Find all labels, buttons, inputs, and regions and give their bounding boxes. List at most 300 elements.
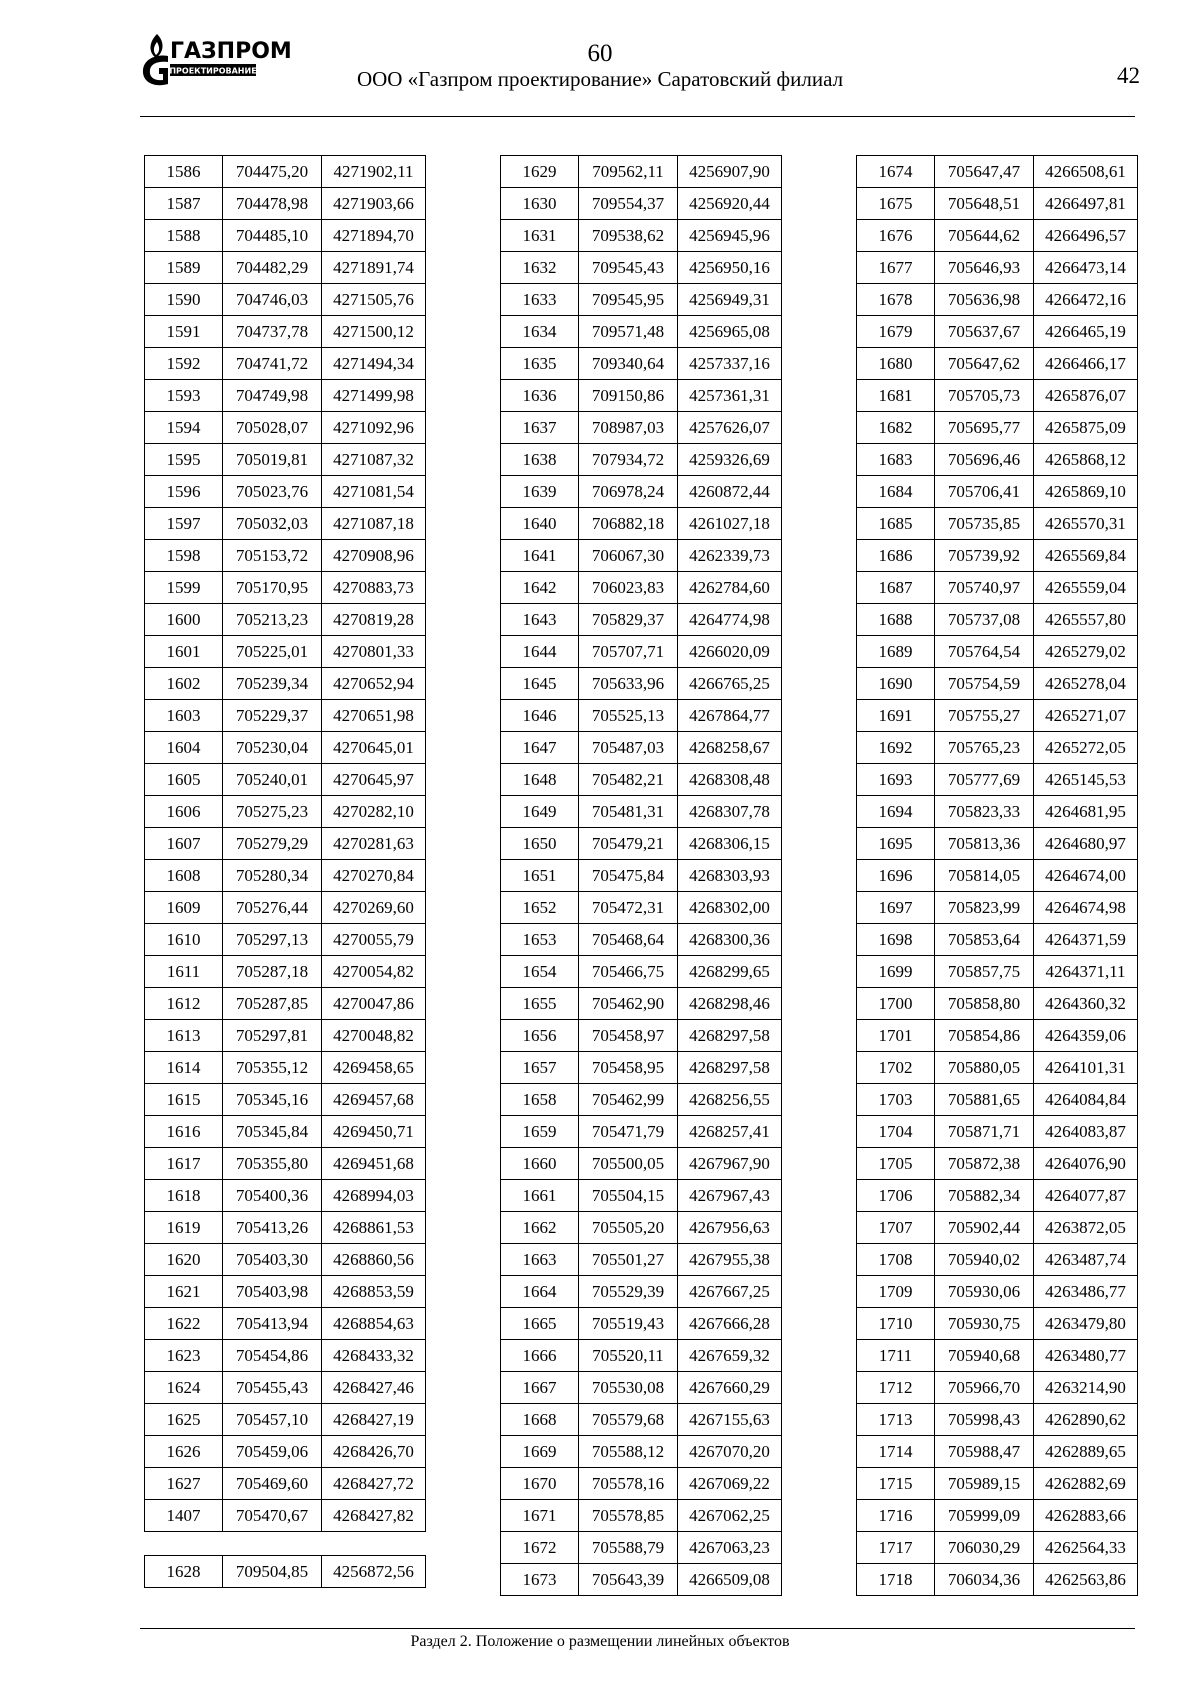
coordinate-y: 4265876,07 xyxy=(1034,380,1138,412)
table-row xyxy=(501,828,782,860)
point-number: 1716 xyxy=(857,1500,935,1532)
coordinate-y: 4265271,07 xyxy=(1034,700,1138,732)
coordinate-x: 704741,72 xyxy=(223,348,322,380)
coordinate-x: 705487,03 xyxy=(579,732,678,764)
table-row xyxy=(501,1436,782,1468)
coordinate-x: 705637,67 xyxy=(935,316,1034,348)
coordinate-x: 705028,07 xyxy=(223,412,322,444)
table-row xyxy=(145,988,426,1020)
table-row xyxy=(501,1084,782,1116)
table-row xyxy=(501,860,782,892)
point-number: 1698 xyxy=(857,924,935,956)
coordinate-x: 705470,67 xyxy=(223,1500,322,1532)
point-number: 1659 xyxy=(501,1116,579,1148)
table-row xyxy=(145,956,426,988)
table-row xyxy=(857,1148,1138,1180)
coordinate-x: 705280,34 xyxy=(223,860,322,892)
coordinate-x: 704746,03 xyxy=(223,284,322,316)
footer-text: Раздел 2. Положение о размещении линейных объектов xyxy=(410,1633,790,1650)
coordinate-x: 705032,03 xyxy=(223,508,322,540)
coordinate-x: 705403,30 xyxy=(223,1244,322,1276)
table-row xyxy=(857,604,1138,636)
coordinate-y: 4264101,31 xyxy=(1034,1052,1138,1084)
point-number: 1618 xyxy=(145,1180,223,1212)
table-row xyxy=(145,1180,426,1212)
point-number: 1628 xyxy=(145,1556,223,1588)
coordinate-y: 4269451,68 xyxy=(322,1148,426,1180)
table-row xyxy=(857,956,1138,988)
table-row xyxy=(857,1276,1138,1308)
coordinate-x: 705153,72 xyxy=(223,540,322,572)
table-row xyxy=(145,764,426,796)
table-row xyxy=(145,1500,426,1532)
point-number: 1706 xyxy=(857,1180,935,1212)
point-number: 1609 xyxy=(145,892,223,924)
table-row xyxy=(145,1340,426,1372)
table-row xyxy=(501,284,782,316)
coordinates-table-column-2 xyxy=(500,155,782,1596)
coordinate-y: 4263487,74 xyxy=(1034,1244,1138,1276)
table-row xyxy=(501,700,782,732)
coordinate-y: 4263479,80 xyxy=(1034,1308,1138,1340)
point-number: 1707 xyxy=(857,1212,935,1244)
coordinate-y: 4271902,11 xyxy=(322,156,426,188)
coordinate-x: 705240,01 xyxy=(223,764,322,796)
coordinate-x: 705525,13 xyxy=(579,700,678,732)
point-number: 1697 xyxy=(857,892,935,924)
table-row xyxy=(857,892,1138,924)
coordinate-y: 4270281,63 xyxy=(322,828,426,860)
table-row xyxy=(145,1212,426,1244)
table-row xyxy=(501,668,782,700)
coordinate-x: 705940,68 xyxy=(935,1340,1034,1372)
point-number: 1634 xyxy=(501,316,579,348)
coordinate-x: 704749,98 xyxy=(223,380,322,412)
coordinate-y: 4262339,73 xyxy=(678,540,782,572)
table-row xyxy=(857,1308,1138,1340)
table-row xyxy=(145,476,426,508)
coordinate-y: 4268300,36 xyxy=(678,924,782,956)
coordinate-y: 4268302,00 xyxy=(678,892,782,924)
coordinate-x: 706023,83 xyxy=(579,572,678,604)
coordinate-y: 4265875,09 xyxy=(1034,412,1138,444)
table-row xyxy=(501,476,782,508)
coordinate-y: 4271499,98 xyxy=(322,380,426,412)
table-row xyxy=(145,540,426,572)
coordinate-x: 708987,03 xyxy=(579,412,678,444)
coordinate-y: 4270054,82 xyxy=(322,956,426,988)
coordinate-x: 705854,86 xyxy=(935,1020,1034,1052)
coordinate-y: 4267666,28 xyxy=(678,1308,782,1340)
coordinate-x: 705455,43 xyxy=(223,1372,322,1404)
point-number: 1688 xyxy=(857,604,935,636)
point-number: 1678 xyxy=(857,284,935,316)
table-row xyxy=(145,1116,426,1148)
table-row xyxy=(501,1500,782,1532)
point-number: 1712 xyxy=(857,1372,935,1404)
table-row xyxy=(501,1180,782,1212)
point-number: 1682 xyxy=(857,412,935,444)
table-row xyxy=(501,1148,782,1180)
coordinate-y: 4271894,70 xyxy=(322,220,426,252)
coordinate-x: 705646,93 xyxy=(935,252,1034,284)
point-number: 1621 xyxy=(145,1276,223,1308)
coordinate-y: 4264680,97 xyxy=(1034,828,1138,860)
table-row xyxy=(857,540,1138,572)
coordinate-y: 4270047,86 xyxy=(322,988,426,1020)
point-number: 1586 xyxy=(145,156,223,188)
coordinate-y: 4267967,43 xyxy=(678,1180,782,1212)
coordinate-y: 4268306,15 xyxy=(678,828,782,860)
point-number: 1622 xyxy=(145,1308,223,1340)
point-number: 1652 xyxy=(501,892,579,924)
point-number: 1614 xyxy=(145,1052,223,1084)
coordinate-y: 4262564,33 xyxy=(1034,1532,1138,1564)
coordinate-y: 4267659,32 xyxy=(678,1340,782,1372)
coordinate-y: 4262784,60 xyxy=(678,572,782,604)
point-number: 1661 xyxy=(501,1180,579,1212)
coordinate-x: 705696,46 xyxy=(935,444,1034,476)
point-number: 1689 xyxy=(857,636,935,668)
point-number: 1601 xyxy=(145,636,223,668)
coordinate-x: 705872,38 xyxy=(935,1148,1034,1180)
coordinate-x: 705706,41 xyxy=(935,476,1034,508)
coordinate-x: 704737,78 xyxy=(223,316,322,348)
coordinate-x: 705462,99 xyxy=(579,1084,678,1116)
table-row xyxy=(501,1212,782,1244)
coordinate-x: 709562,11 xyxy=(579,156,678,188)
coordinate-y: 4266497,81 xyxy=(1034,188,1138,220)
table-row xyxy=(857,1244,1138,1276)
point-number: 1630 xyxy=(501,188,579,220)
table-row xyxy=(857,1116,1138,1148)
table-row xyxy=(145,1244,426,1276)
point-number: 1603 xyxy=(145,700,223,732)
point-number: 1594 xyxy=(145,412,223,444)
coordinate-y: 4269458,65 xyxy=(322,1052,426,1084)
point-number: 1598 xyxy=(145,540,223,572)
table-row xyxy=(857,668,1138,700)
point-number: 1617 xyxy=(145,1148,223,1180)
table-row xyxy=(145,924,426,956)
point-number: 1639 xyxy=(501,476,579,508)
point-number: 1624 xyxy=(145,1372,223,1404)
coordinate-x: 705998,43 xyxy=(935,1404,1034,1436)
table-row xyxy=(501,156,782,188)
point-number: 1632 xyxy=(501,252,579,284)
point-number: 1674 xyxy=(857,156,935,188)
point-number: 1623 xyxy=(145,1340,223,1372)
coordinate-y: 4265145,53 xyxy=(1034,764,1138,796)
coordinate-y: 4257337,16 xyxy=(678,348,782,380)
table-row xyxy=(501,1116,782,1148)
coordinate-y: 4265559,04 xyxy=(1034,572,1138,604)
point-number: 1711 xyxy=(857,1340,935,1372)
table-row xyxy=(145,1468,426,1500)
table-row xyxy=(145,1372,426,1404)
coordinate-x: 705213,23 xyxy=(223,604,322,636)
coordinate-y: 4268854,63 xyxy=(322,1308,426,1340)
point-number: 1645 xyxy=(501,668,579,700)
point-number: 1616 xyxy=(145,1116,223,1148)
table-row xyxy=(857,1468,1138,1500)
coordinate-x: 705647,47 xyxy=(935,156,1034,188)
point-number: 1705 xyxy=(857,1148,935,1180)
point-number: 1604 xyxy=(145,732,223,764)
coordinate-y: 4271494,34 xyxy=(322,348,426,380)
coordinate-x: 705633,96 xyxy=(579,668,678,700)
point-number: 1663 xyxy=(501,1244,579,1276)
point-number: 1656 xyxy=(501,1020,579,1052)
point-number: 1637 xyxy=(501,412,579,444)
coordinate-x: 705989,15 xyxy=(935,1468,1034,1500)
coordinate-x: 705882,34 xyxy=(935,1180,1034,1212)
point-number: 1611 xyxy=(145,956,223,988)
coordinate-x: 709150,86 xyxy=(579,380,678,412)
table-row xyxy=(145,252,426,284)
coordinate-y: 4270801,33 xyxy=(322,636,426,668)
point-number: 1713 xyxy=(857,1404,935,1436)
coordinate-x: 705829,37 xyxy=(579,604,678,636)
table-row xyxy=(857,732,1138,764)
table-row xyxy=(857,1212,1138,1244)
point-number: 1626 xyxy=(145,1436,223,1468)
coordinate-x: 705648,51 xyxy=(935,188,1034,220)
coordinate-y: 4270651,98 xyxy=(322,700,426,732)
point-number: 1590 xyxy=(145,284,223,316)
point-number: 1676 xyxy=(857,220,935,252)
coordinate-y: 4268853,59 xyxy=(322,1276,426,1308)
logo-subtext: ПРОЕКТИРОВАНИЕ xyxy=(169,66,257,76)
coordinate-x: 705504,15 xyxy=(579,1180,678,1212)
coordinate-y: 4270282,10 xyxy=(322,796,426,828)
coordinate-y: 4270055,79 xyxy=(322,924,426,956)
point-number: 1655 xyxy=(501,988,579,1020)
coordinate-x: 706067,30 xyxy=(579,540,678,572)
page-number-center: 60 xyxy=(587,40,613,67)
coordinate-y: 4262889,65 xyxy=(1034,1436,1138,1468)
coordinate-x: 709504,85 xyxy=(223,1556,322,1588)
coordinate-x: 705520,11 xyxy=(579,1340,678,1372)
coordinate-y: 4267660,29 xyxy=(678,1372,782,1404)
table-row xyxy=(501,348,782,380)
table-row xyxy=(145,1404,426,1436)
table-row xyxy=(501,796,782,828)
point-number: 1597 xyxy=(145,508,223,540)
coordinate-y: 4267955,38 xyxy=(678,1244,782,1276)
coordinate-y: 4270048,82 xyxy=(322,1020,426,1052)
table-row xyxy=(857,380,1138,412)
coordinate-x: 705740,97 xyxy=(935,572,1034,604)
point-number: 1638 xyxy=(501,444,579,476)
table-row xyxy=(857,316,1138,348)
point-number: 1587 xyxy=(145,188,223,220)
coordinate-x: 705019,81 xyxy=(223,444,322,476)
coordinate-x: 705501,27 xyxy=(579,1244,678,1276)
table-row xyxy=(857,636,1138,668)
coordinate-y: 4268297,58 xyxy=(678,1020,782,1052)
coordinate-y: 4271891,74 xyxy=(322,252,426,284)
coordinate-x: 705466,75 xyxy=(579,956,678,988)
coordinate-y: 4266473,14 xyxy=(1034,252,1138,284)
table-row xyxy=(501,252,782,284)
table-row xyxy=(501,220,782,252)
coordinate-y: 4256949,31 xyxy=(678,284,782,316)
coordinate-x: 705530,08 xyxy=(579,1372,678,1404)
coordinate-x: 705481,31 xyxy=(579,796,678,828)
point-number: 1641 xyxy=(501,540,579,572)
page-number-right: 42 xyxy=(1117,63,1140,88)
table-row xyxy=(501,636,782,668)
header-title: ООО «Газпром проектирование» Саратовский филиал xyxy=(356,67,844,91)
point-number: 1685 xyxy=(857,508,935,540)
coordinate-x: 705230,04 xyxy=(223,732,322,764)
table-row xyxy=(857,1052,1138,1084)
point-number: 1715 xyxy=(857,1468,935,1500)
coordinate-y: 4268427,46 xyxy=(322,1372,426,1404)
coordinate-x: 705345,16 xyxy=(223,1084,322,1116)
point-number: 1636 xyxy=(501,380,579,412)
table-row xyxy=(501,540,782,572)
table-row xyxy=(501,1532,782,1564)
point-number: 1680 xyxy=(857,348,935,380)
coordinate-x: 705823,99 xyxy=(935,892,1034,924)
point-number: 1620 xyxy=(145,1244,223,1276)
table-row xyxy=(501,1276,782,1308)
coordinate-x: 709554,37 xyxy=(579,188,678,220)
point-number: 1599 xyxy=(145,572,223,604)
coordinate-y: 4271505,76 xyxy=(322,284,426,316)
coordinate-x: 706978,24 xyxy=(579,476,678,508)
coordinate-x: 705999,09 xyxy=(935,1500,1034,1532)
coordinate-x: 705287,18 xyxy=(223,956,322,988)
coordinate-x: 705287,85 xyxy=(223,988,322,1020)
table-row xyxy=(145,1276,426,1308)
coordinate-y: 4256907,90 xyxy=(678,156,782,188)
coordinate-x: 705472,31 xyxy=(579,892,678,924)
coordinate-y: 4260872,44 xyxy=(678,476,782,508)
table-row xyxy=(501,508,782,540)
coordinate-x: 709545,95 xyxy=(579,284,678,316)
coordinate-y: 4265868,12 xyxy=(1034,444,1138,476)
coordinate-x: 707934,72 xyxy=(579,444,678,476)
coordinate-y: 4267667,25 xyxy=(678,1276,782,1308)
point-number: 1703 xyxy=(857,1084,935,1116)
coordinate-x: 705871,71 xyxy=(935,1116,1034,1148)
table-row xyxy=(857,764,1138,796)
coordinate-x: 705578,16 xyxy=(579,1468,678,1500)
coordinate-y: 4271903,66 xyxy=(322,188,426,220)
coordinate-y: 4267864,77 xyxy=(678,700,782,732)
coordinate-y: 4264681,95 xyxy=(1034,796,1138,828)
point-number: 1701 xyxy=(857,1020,935,1052)
point-number: 1612 xyxy=(145,988,223,1020)
coordinate-y: 4267956,63 xyxy=(678,1212,782,1244)
point-number: 1683 xyxy=(857,444,935,476)
coordinate-y: 4267069,22 xyxy=(678,1468,782,1500)
coordinate-y: 4270270,84 xyxy=(322,860,426,892)
table-row xyxy=(857,1436,1138,1468)
coordinate-x: 705475,84 xyxy=(579,860,678,892)
table-row xyxy=(145,796,426,828)
coordinate-x: 705754,59 xyxy=(935,668,1034,700)
coordinate-y: 4270269,60 xyxy=(322,892,426,924)
table-row xyxy=(145,860,426,892)
table-row xyxy=(145,732,426,764)
point-number: 1692 xyxy=(857,732,935,764)
point-number: 1653 xyxy=(501,924,579,956)
point-number: 1695 xyxy=(857,828,935,860)
coordinate-y: 4263486,77 xyxy=(1034,1276,1138,1308)
coordinate-y: 4268307,78 xyxy=(678,796,782,828)
coordinate-y: 4266465,19 xyxy=(1034,316,1138,348)
table-row xyxy=(501,572,782,604)
coordinate-x: 709545,43 xyxy=(579,252,678,284)
coordinate-y: 4268426,70 xyxy=(322,1436,426,1468)
coordinate-y: 4270883,73 xyxy=(322,572,426,604)
coordinates-table-column-3 xyxy=(856,155,1138,1596)
point-number: 1605 xyxy=(145,764,223,796)
coordinate-x: 705695,77 xyxy=(935,412,1034,444)
table-row xyxy=(145,156,426,188)
coordinate-y: 4268256,55 xyxy=(678,1084,782,1116)
coordinate-y: 4264076,90 xyxy=(1034,1148,1138,1180)
point-number: 1589 xyxy=(145,252,223,284)
point-number: 1596 xyxy=(145,476,223,508)
point-number: 1658 xyxy=(501,1084,579,1116)
coordinate-x: 705737,08 xyxy=(935,604,1034,636)
table-row xyxy=(145,1148,426,1180)
coordinate-y: 4266466,17 xyxy=(1034,348,1138,380)
coordinate-x: 705966,70 xyxy=(935,1372,1034,1404)
point-number: 1687 xyxy=(857,572,935,604)
coordinate-x: 705279,29 xyxy=(223,828,322,860)
point-number: 1635 xyxy=(501,348,579,380)
coordinate-x: 705930,06 xyxy=(935,1276,1034,1308)
coordinate-y: 4265279,02 xyxy=(1034,636,1138,668)
coordinate-x: 705275,23 xyxy=(223,796,322,828)
coordinate-y: 4271081,54 xyxy=(322,476,426,508)
point-number: 1667 xyxy=(501,1372,579,1404)
table-row xyxy=(857,188,1138,220)
coordinate-x: 705345,84 xyxy=(223,1116,322,1148)
coordinate-y: 4266509,08 xyxy=(678,1564,782,1596)
point-number: 1709 xyxy=(857,1276,935,1308)
point-number: 1600 xyxy=(145,604,223,636)
point-number: 1654 xyxy=(501,956,579,988)
point-number: 1672 xyxy=(501,1532,579,1564)
coordinate-x: 706030,29 xyxy=(935,1532,1034,1564)
coordinate-y: 4264359,06 xyxy=(1034,1020,1138,1052)
point-number: 1407 xyxy=(145,1500,223,1532)
coordinate-y: 4264360,32 xyxy=(1034,988,1138,1020)
table-row xyxy=(145,1084,426,1116)
point-number: 1613 xyxy=(145,1020,223,1052)
coordinate-x: 705755,27 xyxy=(935,700,1034,732)
coordinate-x: 705858,80 xyxy=(935,988,1034,1020)
table-row xyxy=(145,828,426,860)
coordinate-y: 4268860,56 xyxy=(322,1244,426,1276)
coordinate-x: 705239,34 xyxy=(223,668,322,700)
coordinate-x: 705853,64 xyxy=(935,924,1034,956)
table-row xyxy=(857,1340,1138,1372)
coordinate-y: 4264674,00 xyxy=(1034,860,1138,892)
table-row xyxy=(501,764,782,796)
point-number: 1644 xyxy=(501,636,579,668)
point-number: 1714 xyxy=(857,1436,935,1468)
table-row xyxy=(857,1084,1138,1116)
coordinate-x: 705500,05 xyxy=(579,1148,678,1180)
